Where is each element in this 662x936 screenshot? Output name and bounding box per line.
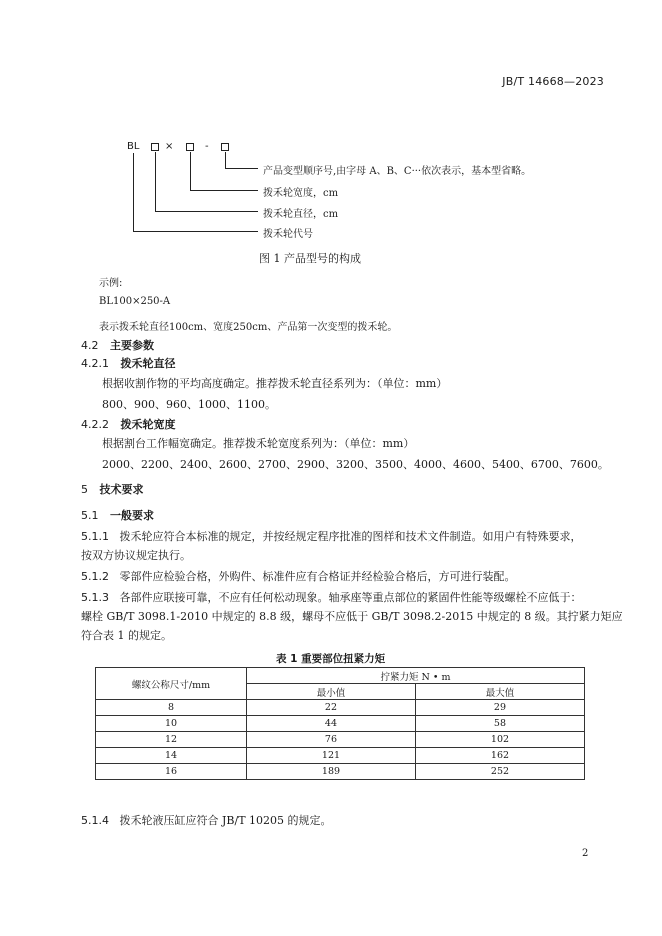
- cell-min: 189: [247, 764, 416, 780]
- section-5-1-4-line1: 5.1.4 拨禾轮液压缸应符合 JB/T 10205 的规定。: [81, 814, 332, 827]
- section-4-2-2-line1: 根据割台工作幅宽确定。推荐拨禾轮宽度系列为：（单位：mm）: [102, 437, 415, 450]
- cell-max: 29: [415, 700, 584, 716]
- header-thread-size: 螺纹公称尺寸/mm: [96, 668, 247, 700]
- figure-caption: 图 1 产品型号的构成: [259, 252, 361, 265]
- header-torque: 拧紧力矩 N • m: [247, 668, 585, 684]
- code-prefix: BL: [127, 141, 140, 152]
- section-5-heading: 5 技术要求: [81, 483, 144, 496]
- example-desc: 表示拨禾轮直径100cm、宽度250cm、产品第一次变型的拨禾轮。: [99, 322, 398, 333]
- example-code: BL100×250-A: [99, 296, 171, 307]
- section-5-1-3-line1: 5.1.3 各部件应联接可靠，不应有任何松动现象。轴承座等重点部位的紧固件性能等级螺栓不应低于：: [81, 591, 582, 604]
- table-row: [96, 716, 585, 732]
- section-5-1-1-line1: 5.1.1 拨禾轮应符合本标准的规定，并按经规定程序批准的图样和技术文件制造。如用户有特殊要求，: [81, 530, 582, 543]
- section-5-1-2-line1: 5.1.2 零部件应检验合格，外购件、标准件应有合格证并经检验合格后，方可进行装配。: [81, 570, 516, 583]
- cell-size: 12: [96, 732, 247, 748]
- width-box: [186, 143, 194, 151]
- section-4-2-heading: 4.2 主要参数: [81, 339, 154, 352]
- section-5-1-3-line2: 螺栓 GB/T 3098.1-2010 中规定的 8.8 级，螺母不应低于 GB/T 3098.2-2015 中规定的 8 级。其拧紧力矩应: [81, 610, 623, 623]
- leader-code-h: [133, 231, 258, 232]
- cell-size: 10: [96, 716, 247, 732]
- cell-size: 16: [96, 764, 247, 780]
- section-5-1-heading: 5.1 一般要求: [81, 509, 154, 522]
- cell-max: 162: [415, 748, 584, 764]
- header-min: 最小值: [247, 684, 416, 700]
- section-5-1-3-line3: 符合表 1 的规定。: [81, 629, 172, 642]
- section-4-2-1-heading: 4.2.1 拨禾轮直径: [81, 357, 176, 370]
- leader-width-v: [190, 152, 191, 190]
- cell-min: 76: [247, 732, 416, 748]
- leader-width-h: [190, 190, 258, 191]
- cell-min: 22: [247, 700, 416, 716]
- leader-code-v: [133, 153, 134, 231]
- standard-code: JB/T 14668—2023: [502, 75, 604, 88]
- cell-size: 8: [96, 700, 247, 716]
- cell-max: 102: [415, 732, 584, 748]
- cell-max: 58: [415, 716, 584, 732]
- cell-size: 14: [96, 748, 247, 764]
- code-dash: -: [205, 141, 209, 152]
- page-number: 2: [582, 848, 589, 859]
- torque-table: [95, 667, 585, 780]
- cell-min: 121: [247, 748, 416, 764]
- cell-max: 252: [415, 764, 584, 780]
- header-max: 最大值: [415, 684, 584, 700]
- variant-box: [221, 143, 229, 151]
- section-4-2-2-heading: 4.2.2 拨禾轮宽度: [81, 418, 176, 431]
- section-5-1-1-line2: 按双方协议规定执行。: [81, 549, 191, 562]
- label-code: 拨禾轮代号: [263, 229, 313, 240]
- section-4-2-2-line2: 2000、2200、2400、2600、2700、2900、3200、3500、4000、4600、5400、6700、7600。: [102, 458, 609, 471]
- diameter-box: [151, 143, 159, 151]
- leader-variant-v: [225, 152, 226, 168]
- leader-variant-h: [225, 168, 258, 169]
- table-row: [96, 764, 585, 780]
- cell-min: 44: [247, 716, 416, 732]
- table-title: 表 1 重要部位扭紧力矩: [276, 653, 386, 665]
- label-variant: 产品变型顺序号,由字母 A、B、C···依次表示，基本型省略。: [263, 166, 532, 177]
- table-row: [96, 700, 585, 716]
- label-width: 拨禾轮宽度，cm: [263, 188, 339, 199]
- leader-diameter-v: [155, 152, 156, 211]
- label-diameter: 拨禾轮直径，cm: [263, 209, 339, 220]
- leader-diameter-h: [155, 211, 258, 212]
- table-row: [96, 732, 585, 748]
- example-title: 示例:: [99, 278, 123, 289]
- table-row: [96, 748, 585, 764]
- section-4-2-1-line2: 800、900、960、1000、1100。: [102, 398, 276, 411]
- section-4-2-1-line1: 根据收割作物的平均高度确定。推荐拨禾轮直径系列为：（单位：mm）: [102, 377, 448, 390]
- code-times: ×: [165, 141, 174, 152]
